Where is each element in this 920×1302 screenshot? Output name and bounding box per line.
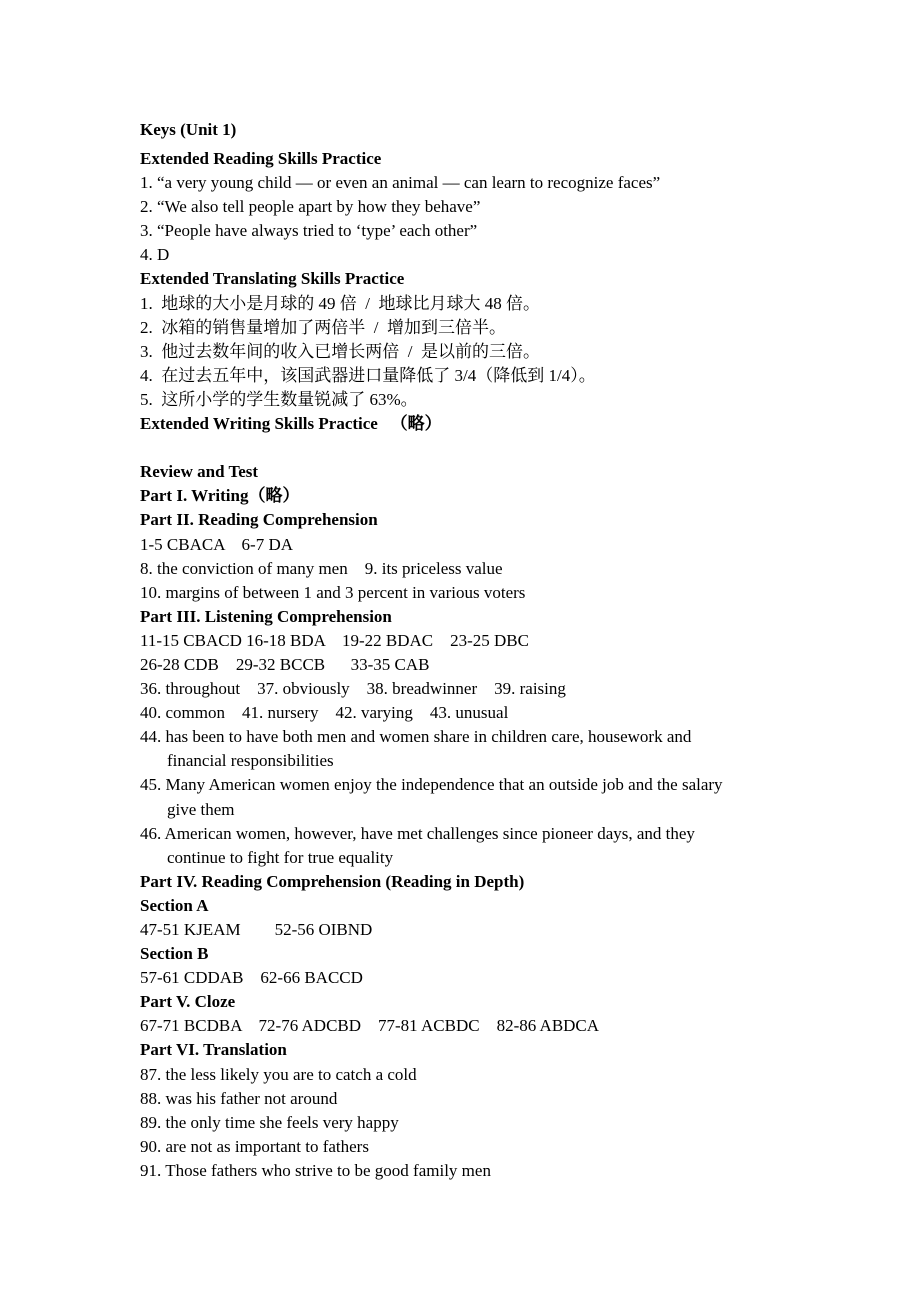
extended-reading-item: 4. D xyxy=(140,245,170,265)
part3-long-answer: 44. has been to have both men and women share in children care, housework and xyxy=(140,727,692,747)
part2-heading: Part II. Reading Comprehension xyxy=(140,510,378,530)
answer-key-page xyxy=(140,117,840,1183)
review-heading: Review and Test xyxy=(140,462,259,482)
extended-reading-item: 2. “We also tell people apart by how they behave” xyxy=(140,197,481,217)
part3-answer-line: 26-28 CDB 29-32 BCCB 33-35 CAB xyxy=(140,654,430,674)
part2-answer-line: 8. the conviction of many men 9. its priceless value xyxy=(140,558,503,578)
part3-answer-line: 40. common 41. nursery 42. varying 43. unusual xyxy=(140,703,509,723)
part5-heading: Part V. Cloze xyxy=(140,992,236,1012)
part3-long-answer-cont: financial responsibilities xyxy=(167,751,334,771)
part6-heading: Part VI. Translation xyxy=(140,1040,287,1060)
extended-reading-heading: Extended Reading Skills Practice xyxy=(140,149,382,168)
page-title: Keys (Unit 1) xyxy=(140,120,237,139)
part6-answer: 88. was his father not around xyxy=(140,1088,338,1108)
section-b-heading: Section B xyxy=(140,944,209,964)
extended-writing-heading: Extended Writing Skills Practice （略） xyxy=(140,414,442,434)
part6-answer: 91. Those fathers who strive to be good family men xyxy=(140,1160,491,1180)
section-a-answers: 47-51 KJEAM 52-56 OIBND xyxy=(140,920,373,939)
part3-answer-line: 11-15 CBACD 16-18 BDA 19-22 BDAC 23-25 DBC xyxy=(140,630,529,650)
part6-answer: 89. the only time she feels very happy xyxy=(140,1112,399,1132)
blank-spacer xyxy=(140,436,840,460)
extended-translating-item: 1. 地球的大小是月球的 49 倍 / 地球比月球大 48 倍。 xyxy=(140,293,540,313)
extended-translating-item: 3. 他过去数年间的收入已增长两倍 / 是以前的三倍。 xyxy=(140,341,540,361)
extended-translating-item: 4. 在过去五年中，该国武器进口量降低了 3/4（降低到 1/4）。 xyxy=(140,365,596,385)
part6-answer: 87. the less likely you are to catch a cold xyxy=(140,1064,417,1084)
part4-heading: Part IV. Reading Comprehension (Reading in Depth) xyxy=(140,871,525,891)
extended-translating-item: 2. 冰箱的销售量增加了两倍半 / 增加到三倍半。 xyxy=(140,317,506,337)
part3-heading: Part III. Listening Comprehension xyxy=(140,606,392,626)
extended-reading-item: 3. “People have always tried to ‘type’ each other” xyxy=(140,221,478,241)
extended-translating-heading: Extended Translating Skills Practice xyxy=(140,269,405,289)
part2-answer-line: 1-5 CBACA 6-7 DA xyxy=(140,534,294,554)
part3-answer-line: 36. throughout 37. obviously 38. breadwinner 39. raising xyxy=(140,679,566,699)
part2-answer-line: 10. margins of between 1 and 3 percent in various voters xyxy=(140,582,526,602)
part5-answers: 67-71 BCDBA 72-76 ADCBD 77-81 ACBDC 82-86 ABDCA xyxy=(140,1016,600,1036)
section-a-heading: Section A xyxy=(140,895,209,915)
part3-long-answer-cont: continue to fight for true equality xyxy=(167,847,394,867)
part3-long-answer: 46. American women, however, have met challenges since pioneer days, and they xyxy=(140,823,695,843)
extended-translating-item: 5. 这所小学的学生数量锐减了 63%。 xyxy=(140,389,418,409)
part3-long-answer: 45. Many American women enjoy the independence that an outside job and the salary xyxy=(140,775,723,795)
part1-heading: Part I. Writing（略） xyxy=(140,486,300,506)
part3-long-answer-cont: give them xyxy=(167,799,235,819)
section-b-answers: 57-61 CDDAB 62-66 BACCD xyxy=(140,968,363,988)
part6-answer: 90. are not as important to fathers xyxy=(140,1136,369,1156)
extended-reading-item: 1. “a very young child — or even an animal — can learn to recognize faces” xyxy=(140,173,661,193)
